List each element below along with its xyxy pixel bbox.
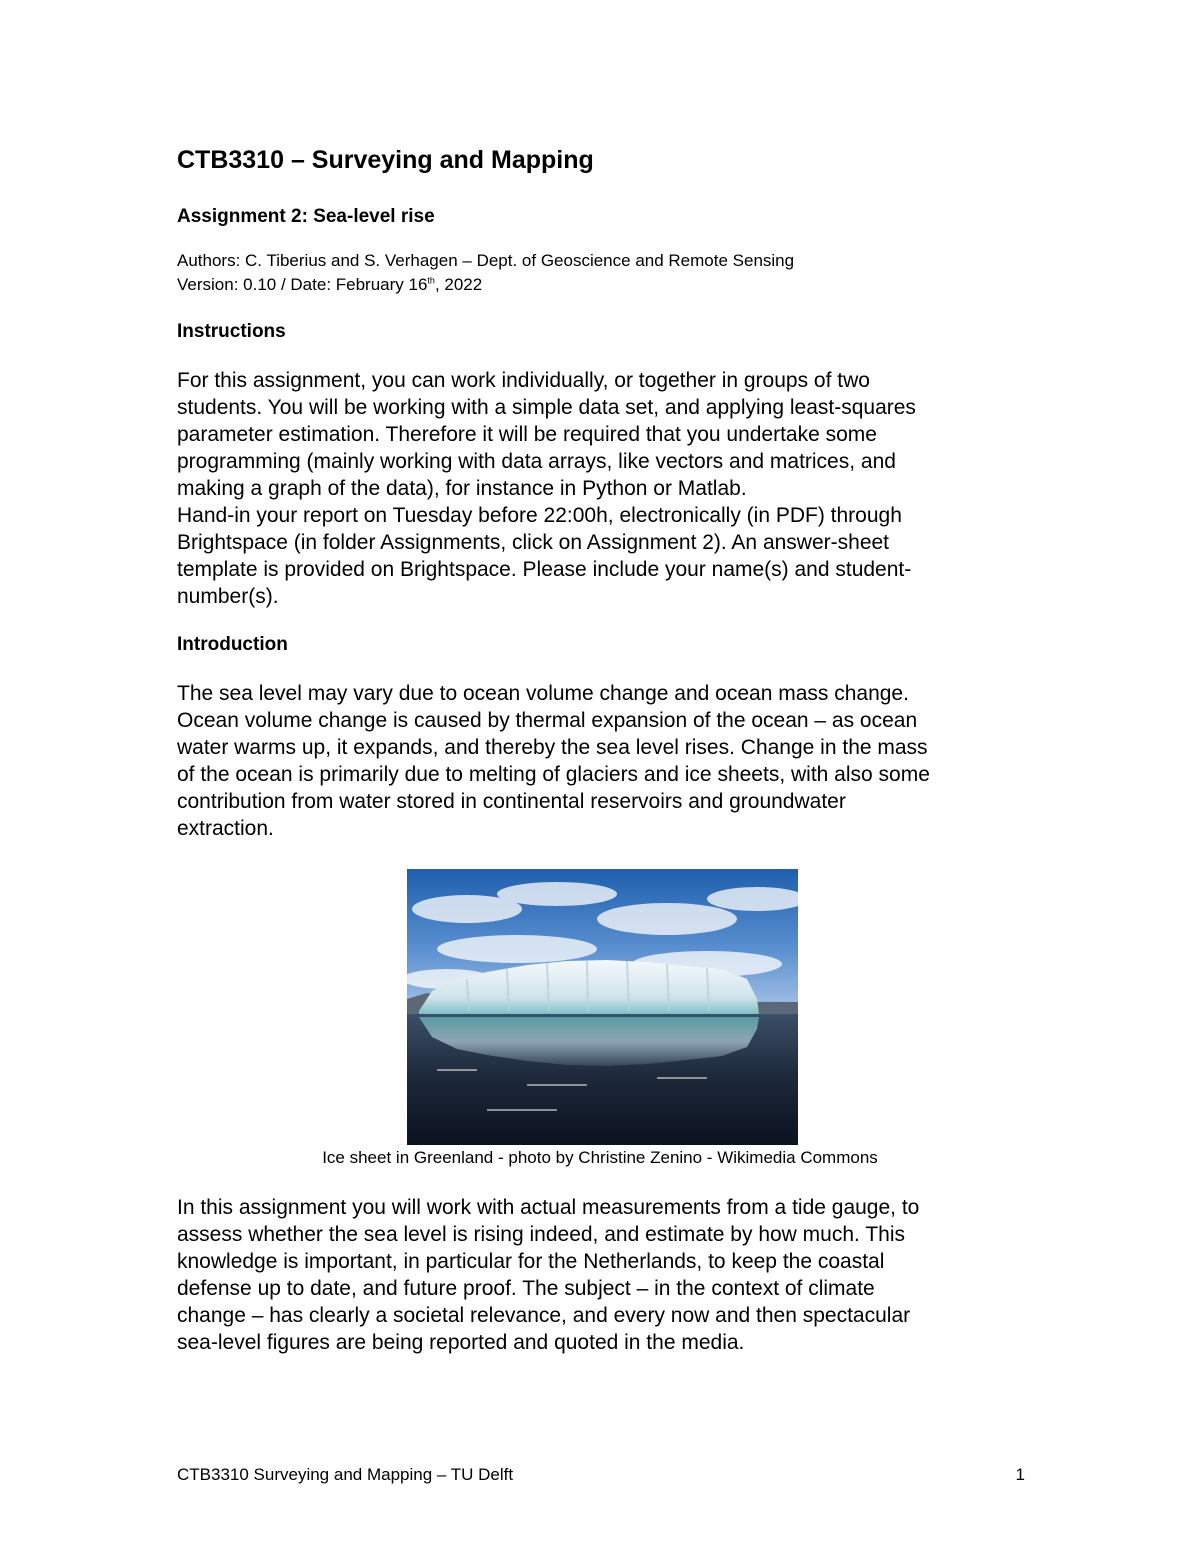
document-body <box>177 140 1037 842</box>
iceberg-photo-illustration <box>407 869 798 1145</box>
introduction-heading: Introduction <box>177 634 288 655</box>
text-line: extraction. <box>177 817 274 840</box>
text-line: defense up to date, and future proof. The subject – in the context of climate <box>177 1277 875 1300</box>
text-line: The sea level may vary due to ocean volume change and ocean mass change. <box>177 682 909 705</box>
instructions-paragraph <box>177 367 1037 610</box>
date-ordinal-suffix: th <box>427 275 435 286</box>
text-line: template is provided on Brightspace. Please include your name(s) and student- <box>177 558 912 581</box>
version-prefix: Version: 0.10 / Date: February 16 <box>177 275 428 294</box>
assignment-paragraph <box>177 1194 1037 1356</box>
text-line: assess whether the sea level is rising indeed, and estimate by how much. This <box>177 1223 905 1246</box>
text-line: Brightspace (in folder Assignments, click on Assignment 2). An answer-sheet <box>177 531 890 554</box>
text-line: In this assignment you will work with actual measurements from a tide gauge, to <box>177 1196 920 1219</box>
text-line: contribution from water stored in continental reservoirs and groundwater <box>177 790 846 813</box>
text-line: Hand-in your report on Tuesday before 22:00h, electronically (in PDF) through <box>177 504 902 527</box>
version-line <box>177 273 1037 297</box>
assignment-title: Assignment 2: Sea-level rise <box>177 206 435 227</box>
footer-course: CTB3310 Surveying and Mapping – TU Delft <box>177 1465 514 1484</box>
text-line: Ocean volume change is caused by thermal expansion of the ocean – as ocean <box>177 709 918 732</box>
authors-line: Authors: C. Tiberius and S. Verhagen – Dept. of Geoscience and Remote Sensing <box>177 251 795 270</box>
text-line: number(s). <box>177 585 279 608</box>
version-suffix: , 2022 <box>434 275 483 294</box>
instructions-heading: Instructions <box>177 321 286 342</box>
text-line: knowledge is important, in particular for the Netherlands, to keep the coastal <box>177 1250 885 1273</box>
text-line: students. You will be working with a simple data set, and applying least-squares <box>177 396 916 419</box>
document-title: CTB3310 – Surveying and Mapping <box>177 146 594 174</box>
text-line: water warms up, it expands, and thereby the sea level rises. Change in the mass <box>177 736 928 759</box>
text-line: programming (mainly working with data arrays, like vectors and matrices, and <box>177 450 896 473</box>
text-line: sea-level figures are being reported and quoted in the media. <box>177 1331 745 1354</box>
figure-caption: Ice sheet in Greenland - photo by Christine Zenino - Wikimedia Commons <box>322 1148 878 1167</box>
text-line: parameter estimation. Therefore it will be required that you undertake some <box>177 423 877 446</box>
text-line: of the ocean is primarily due to melting of glaciers and ice sheets, with also some <box>177 763 930 786</box>
introduction-paragraph <box>177 680 1037 842</box>
page-number: 1 <box>1015 1465 1025 1484</box>
text-line: For this assignment, you can work individually, or together in groups of two <box>177 369 870 392</box>
iceberg-photo <box>407 869 798 1145</box>
document-meta <box>177 249 1037 297</box>
text-line: making a graph of the data), for instance in Python or Matlab. <box>177 477 747 500</box>
text-line: change – has clearly a societal relevance, and every now and then spectacular <box>177 1304 911 1327</box>
